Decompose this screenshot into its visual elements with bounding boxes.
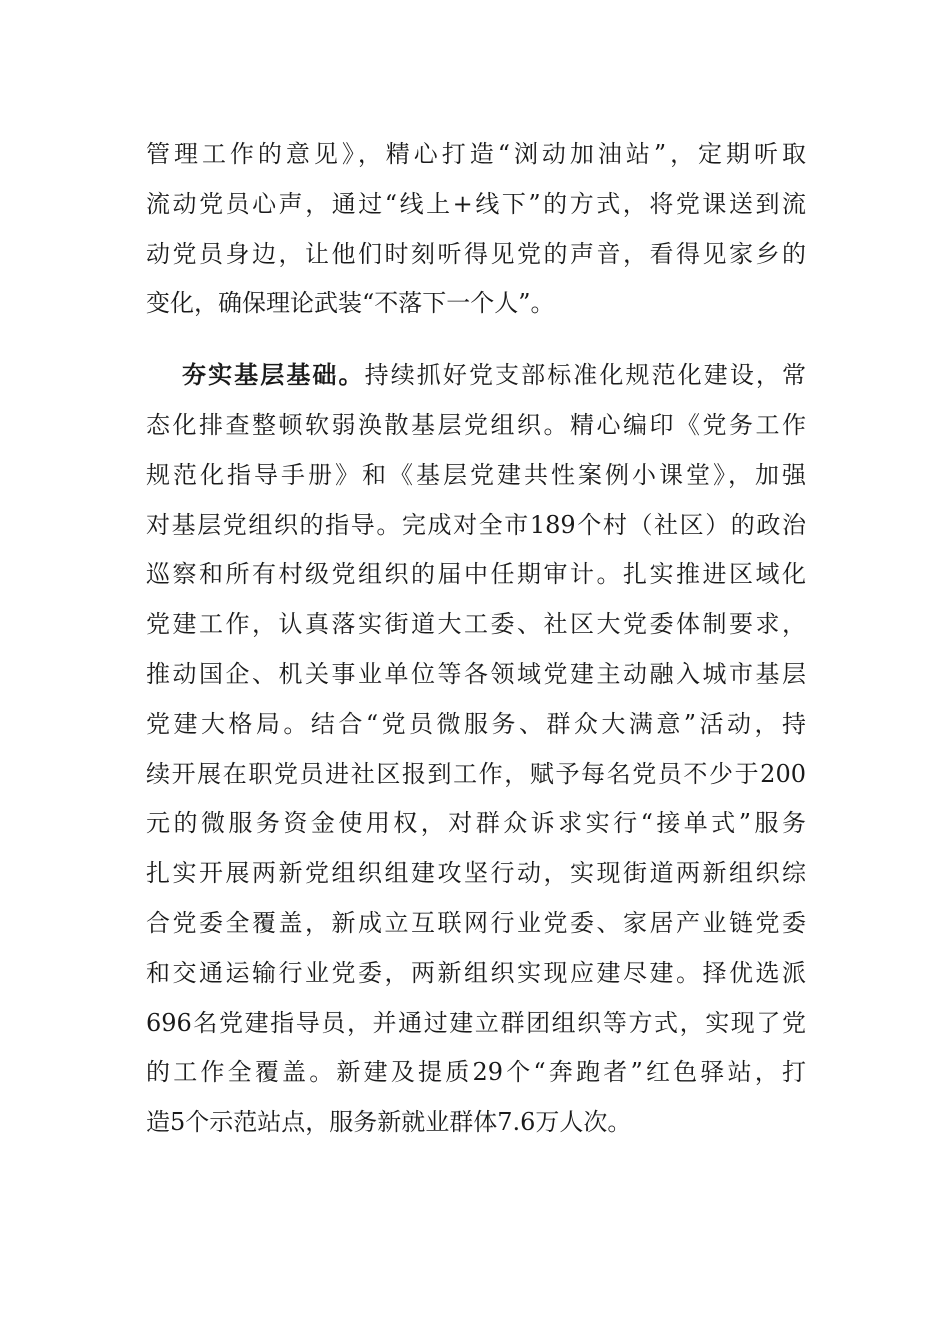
text-line: 流动党员心声，通过“线上+线下”的方式，将党课送到流	[146, 189, 806, 218]
text-line: 扎实开展两新党组织组建攻坚行动，实现街道两新组织综	[146, 859, 806, 888]
text-run: 持续抓好党支部标准化规范化建设，常	[364, 361, 806, 390]
text-line: 续开展在职党员进社区报到工作，赋予每名党员不少于200	[146, 759, 806, 788]
text-line: 元的微服务资金使用权，对群众诉求实行“接单式”服务	[146, 809, 806, 838]
text-line: 合党委全覆盖，新成立互联网行业党委、家居产业链党委	[146, 908, 806, 937]
text-line: 造5个示范站点，服务新就业群体7.6万人次。	[146, 1108, 632, 1137]
text-line: 态化排查整顿软弱涣散基层党组织。精心编印《党务工作	[146, 410, 806, 439]
text-line-first	[146, 351, 806, 401]
text-line: 变化，确保理论武装“不落下一个人”。	[146, 289, 555, 318]
text-line: 巡察和所有村级党组织的届中任期审计。扎实推进区域化	[146, 560, 806, 589]
paragraph-spacing	[146, 329, 806, 351]
text-line: 对基层党组织的指导。完成对全市189个村（社区）的政治	[146, 510, 806, 539]
text-line: 696名党建指导员，并通过建立群团组织等方式，实现了党	[146, 1008, 806, 1037]
text-line: 推动国企、机关事业单位等各领域党建主动融入城市基层	[146, 659, 806, 688]
text-line: 的工作全覆盖。新建及提质29个“奔跑者”红色驿站，打	[146, 1058, 806, 1087]
text-line: 党建大格局。结合“党员微服务、群众大满意”活动，持	[146, 709, 806, 738]
text-line: 党建工作，认真落实街道大工委、社区大党委体制要求，	[146, 610, 806, 639]
text-line: 规范化指导手册》和《基层党建共性案例小课堂》，加强	[146, 460, 806, 489]
paragraph-continued	[146, 130, 806, 329]
text-line: 管理工作的意见》，精心打造“浏动加油站”，定期听取	[146, 140, 806, 168]
paragraph-heading: 夯实基层基础。	[182, 361, 365, 390]
text-line: 和交通运输行业党委，两新组织实现应建尽建。择优选派	[146, 958, 806, 987]
document-body	[146, 130, 806, 1148]
paragraph-grassroots	[146, 351, 806, 1148]
text-line: 动党员身边，让他们时刻听得见党的声音，看得见家乡的	[146, 239, 806, 268]
